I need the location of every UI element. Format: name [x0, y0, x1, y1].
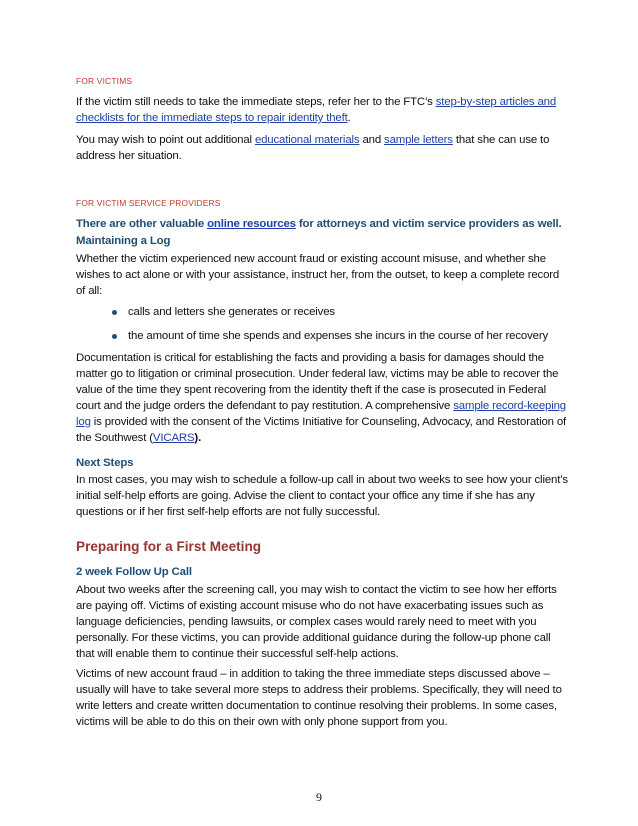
documentation-mid: is provided with the consent of the Victims Initiative for Counseling, Advocacy, and Restoration of the Southwest (: [76, 416, 567, 444]
documentation-end: ).: [194, 432, 202, 444]
sample-letters-link[interactable]: sample letters: [384, 134, 453, 146]
list-item: [76, 304, 570, 320]
list-item: [76, 328, 570, 344]
follow-up-call-heading: 2 week Follow Up Call: [76, 566, 192, 578]
victims-p1-text: If the victim still needs to take the immediate steps, refer her to the FTC’s: [76, 96, 436, 108]
new-account-fraud-paragraph: Victims of new account fraud – in addition to taking the three immediate steps discussed above – usually will have to take several more steps to address their problems. Specifically, they will need to write letters and create written documentation to continue resolving their problems. In some cases, victims will be able to do this on their own with only phone support from you.: [76, 668, 562, 728]
follow-up-paragraph: About two weeks after the screening call, you may wish to contact the victim to see how her efforts are paying off. Victims of existing account misuse who do not have exacerbating issues such as language deficiencies, pending lawsuits, or complex cases would rarely need to meet with you personally. For these victims, you can provide additional guidance during the follow-up phone call that will enable them to continue their successful self-help actions.: [76, 584, 557, 660]
for-providers-label: FOR VICTIM SERVICE PROVIDERS: [76, 198, 221, 208]
online-resources-heading: [76, 216, 570, 232]
maintaining-log-heading: Maintaining a Log: [76, 235, 171, 247]
next-steps-heading: Next Steps: [76, 457, 134, 469]
victims-paragraph-2: [76, 132, 570, 164]
record-keeping-log-link[interactable]: sample record-keeping log: [76, 400, 566, 428]
documentation-text: Documentation is critical for establishing the facts and providing a basis for damages should the matter go to litigation or criminal prosecution. Under federal law, victims may be able to recover the value of the time they spent recovering from the identity theft if the case is prosecuted in Federal court and the judge orders the defendant to pay restitution. A comprehensive: [76, 352, 559, 412]
first-meeting-heading: Preparing for a First Meeting: [76, 539, 262, 554]
online-resources-link[interactable]: online resources: [207, 218, 296, 230]
victims-paragraph-1: [76, 94, 570, 126]
victims-p2-end: that she can use to address her situation.: [76, 134, 550, 162]
bullet-text: calls and letters she generates or receives: [128, 306, 335, 318]
maintaining-log-paragraph: Whether the victim experienced new account fraud or existing account misuse, and whether she wishes to act alone or with your assistance, instruct her, from the outset, to keep a complete record of all:: [76, 253, 560, 297]
victims-p2-mid: and: [359, 134, 385, 146]
resources-heading-text: There are other valuable: [76, 218, 208, 230]
ftc-steps-link[interactable]: step-by-step articles and checklists for the immediate steps to repair identity theft: [76, 96, 557, 124]
next-steps-paragraph: In most cases, you may wish to schedule a follow-up call in about two weeks to see how your client’s initial self-help efforts are going. Advise the client to contact your office any time if she has any questions or if her first self-help efforts are not fully successful.: [76, 474, 568, 518]
victims-p1-end: .: [347, 112, 351, 124]
bullet-icon: [112, 310, 117, 315]
bullet-icon: [112, 334, 117, 339]
resources-heading-end: for attorneys and victim service providers as well.: [295, 218, 562, 230]
for-victims-label: FOR VICTIMS: [76, 76, 133, 86]
documentation-paragraph: [76, 350, 570, 446]
record-bullet-list: [76, 304, 570, 344]
educational-materials-link[interactable]: educational materials: [254, 134, 360, 146]
victims-p2-text: You may wish to point out additional: [76, 134, 255, 146]
page-number: 9: [316, 790, 322, 804]
bullet-text: the amount of time she spends and expenses she incurs in the course of her recovery: [128, 330, 549, 342]
vicars-link[interactable]: VICARS: [152, 432, 195, 444]
